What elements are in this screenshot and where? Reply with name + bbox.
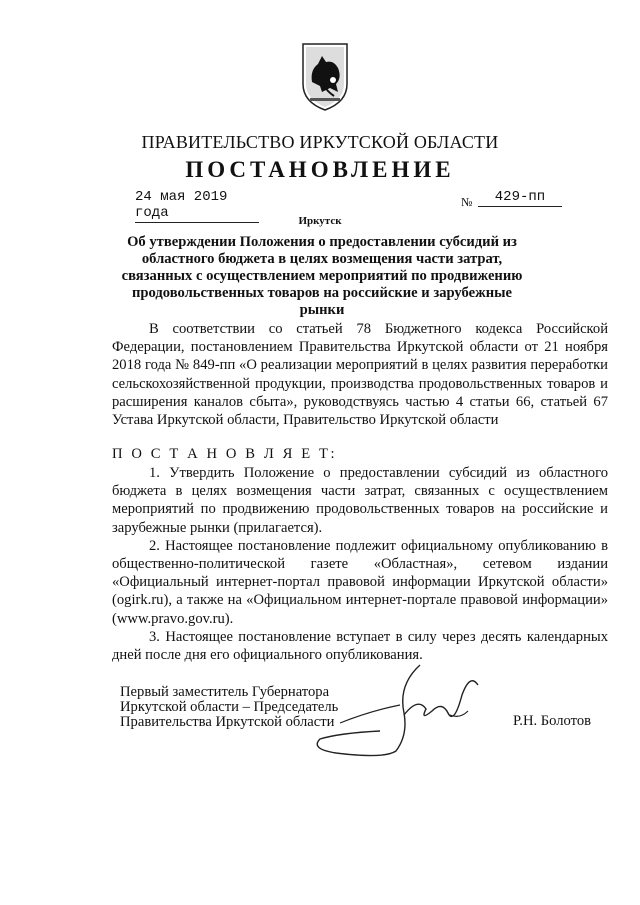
document-body bbox=[112, 320, 608, 429]
item-paragraph: 1. Утвердить Положение о предоставлении субсидий из областного бюджета в целях возмещения части затрат, связанных с осуществлением мероприятий по продвижению продовольственных товаров на российские и зарубежные рынки (прилагается). bbox=[112, 465, 608, 536]
handwritten-signature-icon bbox=[300, 655, 490, 765]
signatory-name: Р.Н. Болотов bbox=[513, 713, 592, 729]
document-type-title: ПОСТАНОВЛЕНИЕ bbox=[185, 157, 455, 182]
position-line: Правительства Иркутской области bbox=[120, 714, 335, 730]
coat-of-arms-icon bbox=[300, 42, 350, 112]
government-name: ПРАВИТЕЛЬСТВО ИРКУТСКОЙ ОБЛАСТИ bbox=[141, 132, 499, 152]
position-line: Иркутской области – Председатель bbox=[120, 699, 339, 715]
document-subject: Об утверждении Положения о предоставлении субсидий из областного бюджета в целях возмещения части затрат, связанных с осуществлением мероприятий по продвижению продовольственных товаров на российские и зарубежные рынки bbox=[121, 234, 523, 318]
position-line: Первый заместитель Губернатора bbox=[120, 684, 330, 700]
document-number: 429-пп bbox=[478, 189, 562, 207]
decree-items bbox=[112, 464, 608, 664]
number-label: № bbox=[461, 195, 473, 209]
city-name: Иркутск bbox=[298, 215, 342, 227]
document-date: 24 мая 2019 года bbox=[135, 189, 259, 223]
item-paragraph: 3. Настоящее постановление вступает в силу через десять календарных дней после дня его официального опубликования. bbox=[112, 628, 608, 664]
decree-word: П О С Т А Н О В Л Я Е Т: bbox=[112, 446, 338, 462]
item-paragraph: 2. Настоящее постановление подлежит официальному опубликованию в общественно-политической газете «Областная», сетевом издании «Официальный интернет-портал правовой информации Иркутской области» (ogirk.ru), а также на «Официальном интернет-портале правовой информации» (www.pravo.gov.ru). bbox=[112, 537, 608, 627]
preamble-paragraph: В соответствии со статьей 78 Бюджетного кодекса Российской Федерации, постановлением Правительства Иркутской области от 21 ноября 2018 года № 849-пп «О реализации мероприятий в целях развития переработки сельскохозяйственной продукции, производства продовольственных товаров и расширения каналов сбыта», руководствуясь частью 4 статьи 66, статьей 67 Устава Иркутской области, Правительство Иркутской области bbox=[112, 321, 608, 429]
